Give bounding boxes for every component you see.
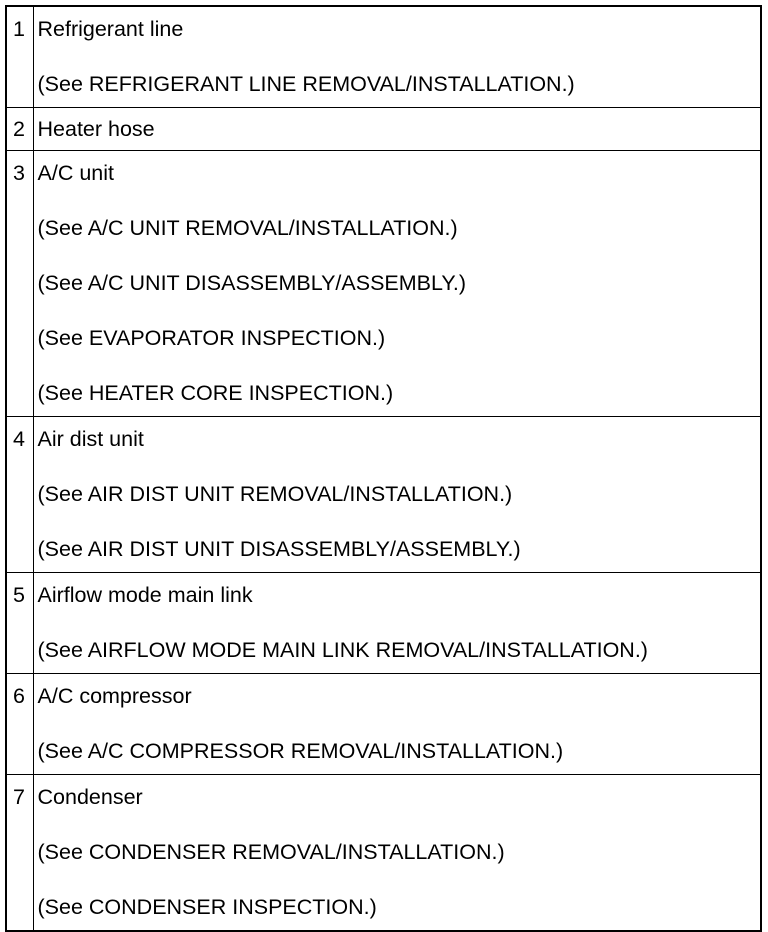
table-row [7, 7, 760, 108]
item-name: A/C compressor [37, 684, 192, 708]
table-row [7, 775, 760, 931]
item-cell [33, 573, 760, 674]
reference-link[interactable]: (See CONDENSER INSPECTION.) [37, 895, 377, 919]
table-row [7, 151, 760, 417]
item-number: 6 [7, 674, 33, 775]
table-row [7, 108, 760, 151]
item-name: Condenser [37, 785, 143, 809]
item-cell [33, 108, 760, 151]
item-number: 1 [7, 7, 33, 108]
table-row [7, 674, 760, 775]
item-cell [33, 674, 760, 775]
reference-link[interactable]: (See CONDENSER REMOVAL/INSTALLATION.) [37, 840, 505, 864]
item-number: 2 [7, 108, 33, 151]
item-cell [33, 775, 760, 931]
item-name: Airflow mode main link [37, 583, 253, 607]
table-row [7, 573, 760, 674]
item-cell [33, 417, 760, 573]
item-cell [33, 7, 760, 108]
item-name: Refrigerant line [37, 17, 184, 41]
item-name: A/C unit [37, 161, 114, 185]
reference-link[interactable]: (See AIR DIST UNIT REMOVAL/INSTALLATION.) [37, 482, 513, 506]
reference-link[interactable]: (See A/C UNIT REMOVAL/INSTALLATION.) [37, 216, 458, 240]
parts-table-frame [5, 5, 762, 932]
reference-link[interactable]: (See A/C COMPRESSOR REMOVAL/INSTALLATION.) [37, 739, 564, 763]
reference-link[interactable]: (See HEATER CORE INSPECTION.) [37, 381, 394, 405]
item-number: 7 [7, 775, 33, 931]
reference-link[interactable]: (See AIR DIST UNIT DISASSEMBLY/ASSEMBLY.) [37, 537, 521, 561]
reference-link[interactable]: (See EVAPORATOR INSPECTION.) [37, 326, 386, 350]
table-row [7, 417, 760, 573]
reference-link[interactable]: (See AIRFLOW MODE MAIN LINK REMOVAL/INSTALLATION.) [37, 638, 648, 662]
item-name: Heater hose [37, 117, 155, 141]
reference-link[interactable]: (See A/C UNIT DISASSEMBLY/ASSEMBLY.) [37, 271, 467, 295]
item-number: 4 [7, 417, 33, 573]
item-name: Air dist unit [37, 427, 144, 451]
item-number: 5 [7, 573, 33, 674]
parts-table [7, 7, 760, 930]
item-number: 3 [7, 151, 33, 417]
item-cell [33, 151, 760, 417]
reference-link[interactable]: (See REFRIGERANT LINE REMOVAL/INSTALLATION.) [37, 72, 575, 96]
